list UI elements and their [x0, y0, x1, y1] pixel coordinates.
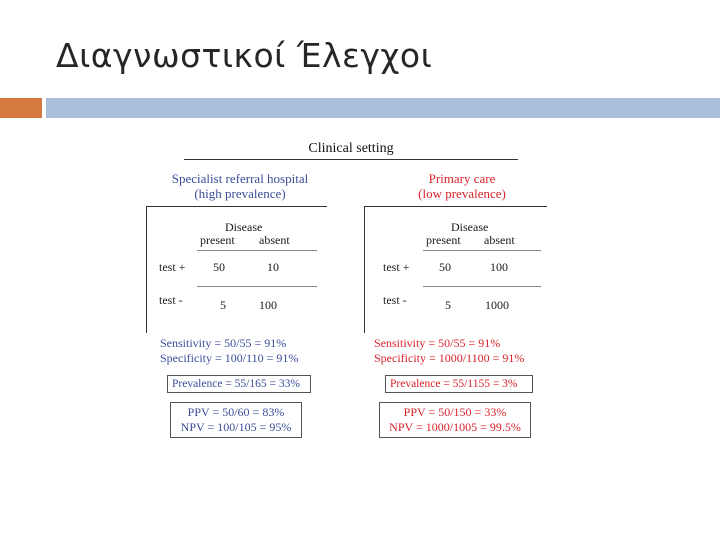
- right-contingency-table: [364, 206, 547, 333]
- right-specificity: Specificity = 1000/1100 = 91%: [374, 351, 525, 365]
- right-disease-label: Disease: [451, 220, 489, 234]
- right-absent-header: absent: [484, 233, 515, 247]
- left-present-header: present: [200, 233, 235, 247]
- left-setting-title-line2: (high prevalence): [194, 186, 286, 201]
- left-sensitivity: Sensitivity = 50/55 = 91%: [160, 336, 287, 350]
- right-row-test-positive: test +: [383, 260, 410, 274]
- right-row-test-negative: test -: [383, 293, 407, 307]
- left-absent-header: absent: [259, 233, 290, 247]
- left-setting-title: [146, 171, 334, 201]
- left-specificity: Specificity = 100/110 = 91%: [160, 351, 299, 365]
- left-cell-fn: 5: [220, 298, 226, 312]
- right-predictive-values-box: [379, 402, 531, 438]
- right-setting-title-line2: (low prevalence): [418, 186, 506, 201]
- title-divider-bar: [46, 98, 720, 118]
- right-cell-tp: 50: [439, 260, 451, 274]
- left-sens-spec: [160, 336, 298, 366]
- left-ppv: PPV = 50/60 = 83%: [187, 405, 285, 419]
- right-setting-title: [362, 171, 562, 201]
- slide-title: Διαγνωστικοί Έλεγχοι: [56, 36, 433, 75]
- right-ppv: PPV = 50/150 = 33%: [403, 405, 507, 419]
- right-cell-fn: 5: [445, 298, 451, 312]
- right-prevalence-box: Prevalence = 55/1155 = 3%: [385, 375, 533, 393]
- right-cell-fp: 100: [490, 260, 508, 274]
- left-prevalence-box: Prevalence = 55/165 = 33%: [167, 375, 311, 393]
- left-contingency-table: [146, 206, 327, 333]
- left-header-rule: [197, 250, 317, 251]
- left-npv: NPV = 100/105 = 95%: [180, 420, 292, 434]
- right-row-rule: [423, 286, 541, 287]
- left-cell-tp: 50: [213, 260, 225, 274]
- title-accent-bar: [0, 98, 42, 118]
- right-sens-spec: [374, 336, 524, 366]
- right-npv: NPV = 1000/1005 = 99.5%: [389, 420, 521, 434]
- left-cell-tn: 100: [259, 298, 277, 312]
- left-row-test-positive: test +: [159, 260, 186, 274]
- right-cell-tn: 1000: [485, 298, 509, 312]
- left-cell-fp: 10: [267, 260, 279, 274]
- right-present-header: present: [426, 233, 461, 247]
- left-row-rule: [197, 286, 317, 287]
- right-setting-title-line1: Primary care: [428, 171, 496, 186]
- figure-header: Clinical setting: [184, 141, 518, 160]
- left-predictive-values-box: [170, 402, 302, 438]
- right-header-rule: [423, 250, 541, 251]
- left-row-test-negative: test -: [159, 293, 183, 307]
- left-setting-title-line1: Specialist referral hospital: [171, 171, 309, 186]
- right-sensitivity: Sensitivity = 50/55 = 91%: [374, 336, 501, 350]
- left-disease-label: Disease: [225, 220, 263, 234]
